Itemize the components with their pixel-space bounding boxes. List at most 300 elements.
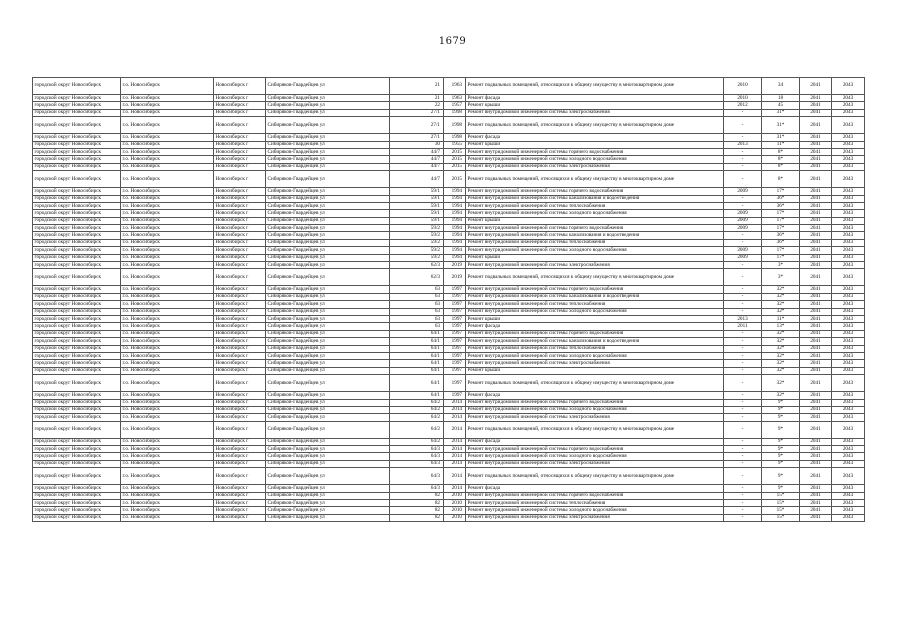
municipality-cell: городской округ Новосибирск	[33, 315, 121, 322]
wear-cell: 9*	[762, 446, 800, 453]
plan-end-year-cell: 2043	[832, 148, 865, 155]
street-cell: Сибиряков-Гвардейцев ул	[266, 232, 390, 239]
work-type-cell: Ремонт крыши	[466, 315, 724, 322]
house-number-cell: 27/1	[390, 134, 444, 141]
municipality-cell: городской округ Новосибирск	[33, 232, 121, 239]
wear-cell: 32*	[762, 338, 800, 345]
work-type-cell: Ремонт подвальных помещений, относящихся к общему имуществу в многоквартирном доме	[466, 375, 724, 392]
plan-end-year-cell: 2043	[832, 315, 865, 322]
house-number-cell: 82	[390, 507, 444, 514]
settlement-cell: г.о. Новосибирск	[121, 156, 214, 163]
build-year-cell: 2014	[444, 399, 466, 406]
city-cell: Новосибирск г	[214, 485, 266, 492]
settlement-cell: г.о. Новосибирск	[121, 254, 214, 261]
house-number-cell: 64/1	[390, 330, 444, 337]
street-cell: Сибиряков-Гвардейцев ул	[266, 352, 390, 359]
last-repair-year-cell: -	[724, 262, 762, 269]
street-cell: Сибиряков-Гвардейцев ул	[266, 102, 390, 109]
municipality-cell: городской округ Новосибирск	[33, 375, 121, 392]
table-body	[33, 78, 865, 522]
city-cell: Новосибирск г	[214, 188, 266, 195]
plan-end-year-cell: 2043	[832, 492, 865, 499]
house-number-cell: 63	[390, 323, 444, 330]
house-number-cell: 63	[390, 293, 444, 300]
build-year-cell: 1997	[444, 375, 466, 392]
table-row	[33, 254, 865, 261]
street-cell: Сибиряков-Гвардейцев ул	[266, 293, 390, 300]
municipality-cell: городской округ Новосибирск	[33, 247, 121, 254]
wear-cell: 45	[762, 102, 800, 109]
city-cell: Новосибирск г	[214, 338, 266, 345]
settlement-cell: г.о. Новосибирск	[121, 338, 214, 345]
build-year-cell: 1997	[444, 301, 466, 308]
city-cell: Новосибирск г	[214, 293, 266, 300]
build-year-cell: 2014	[444, 414, 466, 421]
house-number-cell: 63	[390, 315, 444, 322]
plan-end-year-cell: 2043	[832, 338, 865, 345]
last-repair-year-cell: -	[724, 392, 762, 399]
settlement-cell: г.о. Новосибирск	[121, 109, 214, 116]
wear-cell: 8*	[762, 156, 800, 163]
house-number-cell: 63	[390, 286, 444, 293]
wear-cell: 17*	[762, 217, 800, 224]
build-year-cell: 1998	[444, 117, 466, 134]
plan-end-year-cell: 2043	[832, 247, 865, 254]
build-year-cell: 2015	[444, 163, 466, 170]
city-cell: Новосибирск г	[214, 262, 266, 269]
wear-cell: 9*	[762, 414, 800, 421]
work-type-cell: Ремонт фасада	[466, 134, 724, 141]
plan-start-year-cell: 2041	[800, 262, 832, 269]
last-repair-year-cell: -	[724, 399, 762, 406]
work-type-cell: Ремонт крыши	[466, 367, 724, 374]
city-cell: Новосибирск г	[214, 217, 266, 224]
last-repair-year-cell: -	[724, 134, 762, 141]
street-cell: Сибиряков-Гвардейцев ул	[266, 134, 390, 141]
last-repair-year-cell: -	[724, 156, 762, 163]
plan-start-year-cell: 2041	[800, 392, 832, 399]
plan-end-year-cell: 2043	[832, 134, 865, 141]
house-number-cell: 62/3	[390, 262, 444, 269]
city-cell: Новосибирск г	[214, 286, 266, 293]
plan-start-year-cell: 2041	[800, 109, 832, 116]
wear-cell: 32*	[762, 330, 800, 337]
plan-end-year-cell: 2043	[832, 188, 865, 195]
plan-start-year-cell: 2041	[800, 247, 832, 254]
table-row	[33, 360, 865, 367]
build-year-cell: 2014	[444, 421, 466, 438]
table-row	[33, 514, 865, 521]
last-repair-year-cell: -	[724, 414, 762, 421]
last-repair-year-cell: -	[724, 453, 762, 460]
build-year-cell: 1997	[444, 352, 466, 359]
settlement-cell: г.о. Новосибирск	[121, 352, 214, 359]
city-cell: Новосибирск г	[214, 269, 266, 286]
build-year-cell: 2014	[444, 438, 466, 445]
plan-end-year-cell: 2043	[832, 468, 865, 485]
plan-start-year-cell: 2041	[800, 225, 832, 232]
city-cell: Новосибирск г	[214, 360, 266, 367]
last-repair-year-cell: -	[724, 338, 762, 345]
house-number-cell: 64/2	[390, 438, 444, 445]
house-number-cell: 82	[390, 500, 444, 507]
city-cell: Новосибирск г	[214, 163, 266, 170]
table-row	[33, 95, 865, 102]
plan-end-year-cell: 2043	[832, 78, 865, 95]
house-number-cell: 44/7	[390, 163, 444, 170]
settlement-cell: г.о. Новосибирск	[121, 95, 214, 102]
house-number-cell: 59/1	[390, 202, 444, 209]
work-type-cell: Ремонт подвальных помещений, относящихся к общему имуществу в многоквартирном доме	[466, 171, 724, 188]
table-row	[33, 232, 865, 239]
street-cell: Сибиряков-Гвардейцев ул	[266, 323, 390, 330]
city-cell: Новосибирск г	[214, 202, 266, 209]
street-cell: Сибиряков-Гвардейцев ул	[266, 330, 390, 337]
plan-end-year-cell: 2043	[832, 156, 865, 163]
wear-cell: 15*	[762, 492, 800, 499]
city-cell: Новосибирск г	[214, 195, 266, 202]
house-number-cell: 30	[390, 141, 444, 148]
work-type-cell: Ремонт внутридомовой инженерной системы холодного водоснабжения	[466, 453, 724, 460]
municipality-cell: городской округ Новосибирск	[33, 345, 121, 352]
work-type-cell: Ремонт внутридомовой инженерной системы электроснабжения	[466, 360, 724, 367]
build-year-cell: 1997	[444, 308, 466, 315]
plan-end-year-cell: 2043	[832, 217, 865, 224]
wear-cell: 32*	[762, 360, 800, 367]
municipality-cell: городской округ Новосибирск	[33, 117, 121, 134]
wear-cell: 8*	[762, 171, 800, 188]
wear-cell: 32*	[762, 367, 800, 374]
settlement-cell: г.о. Новосибирск	[121, 217, 214, 224]
plan-start-year-cell: 2041	[800, 330, 832, 337]
plan-start-year-cell: 2041	[800, 345, 832, 352]
street-cell: Сибиряков-Гвардейцев ул	[266, 375, 390, 392]
street-cell: Сибиряков-Гвардейцев ул	[266, 254, 390, 261]
wear-cell: 17*	[762, 188, 800, 195]
street-cell: Сибиряков-Гвардейцев ул	[266, 367, 390, 374]
settlement-cell: г.о. Новосибирск	[121, 399, 214, 406]
plan-end-year-cell: 2043	[832, 301, 865, 308]
municipality-cell: городской округ Новосибирск	[33, 102, 121, 109]
city-cell: Новосибирск г	[214, 406, 266, 413]
settlement-cell: г.о. Новосибирск	[121, 446, 214, 453]
work-type-cell: Ремонт внутридомовой инженерной системы горячего водоснабжения	[466, 225, 724, 232]
wear-cell: 8*	[762, 148, 800, 155]
wear-cell: 9*	[762, 399, 800, 406]
city-cell: Новосибирск г	[214, 367, 266, 374]
settlement-cell: г.о. Новосибирск	[121, 514, 214, 521]
municipality-cell: городской округ Новосибирск	[33, 406, 121, 413]
work-type-cell: Ремонт внутридомовой инженерной системы горячего водоснабжения	[466, 148, 724, 155]
house-number-cell: 27/1	[390, 117, 444, 134]
municipality-cell: городской округ Новосибирск	[33, 453, 121, 460]
street-cell: Сибиряков-Гвардейцев ул	[266, 262, 390, 269]
house-number-cell: 64/2	[390, 399, 444, 406]
house-number-cell: 59/1	[390, 195, 444, 202]
plan-start-year-cell: 2041	[800, 171, 832, 188]
work-type-cell: Ремонт внутридомовой инженерной системы электроснабжения	[466, 460, 724, 467]
street-cell: Сибиряков-Гвардейцев ул	[266, 247, 390, 254]
wear-cell: 32*	[762, 352, 800, 359]
table-row	[33, 117, 865, 134]
wear-cell: 31*	[762, 117, 800, 134]
wear-cell: 32*	[762, 375, 800, 392]
plan-end-year-cell: 2043	[832, 414, 865, 421]
work-type-cell: Ремонт фасада	[466, 95, 724, 102]
plan-start-year-cell: 2041	[800, 507, 832, 514]
build-year-cell: 2015	[444, 148, 466, 155]
city-cell: Новосибирск г	[214, 225, 266, 232]
build-year-cell: 1997	[444, 286, 466, 293]
municipality-cell: городской округ Новосибирск	[33, 308, 121, 315]
house-number-cell: 59/1	[390, 210, 444, 217]
table-row	[33, 414, 865, 421]
plan-end-year-cell: 2043	[832, 232, 865, 239]
wear-cell: 32*	[762, 392, 800, 399]
settlement-cell: г.о. Новосибирск	[121, 148, 214, 155]
last-repair-year-cell: -	[724, 375, 762, 392]
table-row	[33, 134, 865, 141]
table-row	[33, 315, 865, 322]
page-number: 1679	[438, 36, 467, 47]
house-number-cell: 82	[390, 492, 444, 499]
municipality-cell: городской округ Новосибирск	[33, 446, 121, 453]
last-repair-year-cell: -	[724, 345, 762, 352]
house-number-cell: 21	[390, 78, 444, 95]
street-cell: Сибиряков-Гвардейцев ул	[266, 95, 390, 102]
city-cell: Новосибирск г	[214, 210, 266, 217]
settlement-cell: г.о. Новосибирск	[121, 323, 214, 330]
plan-end-year-cell: 2043	[832, 453, 865, 460]
municipality-cell: городской округ Новосибирск	[33, 492, 121, 499]
last-repair-year-cell: -	[724, 301, 762, 308]
table-row	[33, 239, 865, 246]
settlement-cell: г.о. Новосибирск	[121, 406, 214, 413]
municipality-cell: городской округ Новосибирск	[33, 188, 121, 195]
last-repair-year-cell: 2013	[724, 315, 762, 322]
street-cell: Сибиряков-Гвардейцев ул	[266, 345, 390, 352]
house-number-cell: 21	[390, 95, 444, 102]
plan-start-year-cell: 2041	[800, 210, 832, 217]
work-type-cell: Ремонт внутридомовой инженерной системы теплоснабжения	[466, 202, 724, 209]
build-year-cell: 1997	[444, 315, 466, 322]
house-number-cell: 64/2	[390, 421, 444, 438]
last-repair-year-cell: -	[724, 421, 762, 438]
wear-cell: 15*	[762, 514, 800, 521]
wear-cell: 11*	[762, 141, 800, 148]
wear-cell: 36*	[762, 195, 800, 202]
plan-end-year-cell: 2043	[832, 141, 865, 148]
table-row	[33, 286, 865, 293]
street-cell: Сибиряков-Гвардейцев ул	[266, 507, 390, 514]
work-type-cell: Ремонт внутридомовой инженерной системы холодного водоснабжения	[466, 156, 724, 163]
last-repair-year-cell: -	[724, 293, 762, 300]
work-type-cell: Ремонт внутридомовой инженерной системы горячего водоснабжения	[466, 188, 724, 195]
last-repair-year-cell: 2009	[724, 247, 762, 254]
plan-start-year-cell: 2041	[800, 438, 832, 445]
table-row	[33, 210, 865, 217]
municipality-cell: городской округ Новосибирск	[33, 239, 121, 246]
table-row	[33, 262, 865, 269]
build-year-cell: 2014	[444, 460, 466, 467]
plan-start-year-cell: 2041	[800, 414, 832, 421]
build-year-cell: 2015	[444, 156, 466, 163]
settlement-cell: г.о. Новосибирск	[121, 202, 214, 209]
settlement-cell: г.о. Новосибирск	[121, 225, 214, 232]
wear-cell: 17*	[762, 247, 800, 254]
plan-start-year-cell: 2041	[800, 352, 832, 359]
municipality-cell: городской округ Новосибирск	[33, 338, 121, 345]
plan-end-year-cell: 2043	[832, 308, 865, 315]
work-type-cell: Ремонт фасада	[466, 485, 724, 492]
work-type-cell: Ремонт крыши	[466, 102, 724, 109]
city-cell: Новосибирск г	[214, 500, 266, 507]
settlement-cell: г.о. Новосибирск	[121, 286, 214, 293]
build-year-cell: 1994	[444, 225, 466, 232]
table-row	[33, 195, 865, 202]
work-type-cell: Ремонт подвальных помещений, относящихся к общему имуществу в многоквартирном доме	[466, 117, 724, 134]
wear-cell: 36*	[762, 239, 800, 246]
table-row	[33, 367, 865, 374]
municipality-cell: городской округ Новосибирск	[33, 399, 121, 406]
settlement-cell: г.о. Новосибирск	[121, 468, 214, 485]
build-year-cell: 1994	[444, 254, 466, 261]
city-cell: Новосибирск г	[214, 109, 266, 116]
build-year-cell: 1997	[444, 392, 466, 399]
city-cell: Новосибирск г	[214, 330, 266, 337]
municipality-cell: городской округ Новосибирск	[33, 414, 121, 421]
street-cell: Сибиряков-Гвардейцев ул	[266, 141, 390, 148]
municipality-cell: городской округ Новосибирск	[33, 78, 121, 95]
settlement-cell: г.о. Новосибирск	[121, 500, 214, 507]
wear-cell: 18	[762, 95, 800, 102]
settlement-cell: г.о. Новосибирск	[121, 239, 214, 246]
plan-start-year-cell: 2041	[800, 301, 832, 308]
plan-start-year-cell: 2041	[800, 102, 832, 109]
wear-cell: 32*	[762, 308, 800, 315]
municipality-cell: городской округ Новосибирск	[33, 217, 121, 224]
street-cell: Сибиряков-Гвардейцев ул	[266, 269, 390, 286]
municipality-cell: городской округ Новосибирск	[33, 95, 121, 102]
street-cell: Сибиряков-Гвардейцев ул	[266, 500, 390, 507]
build-year-cell: 1994	[444, 195, 466, 202]
work-type-cell: Ремонт внутридомовой инженерной системы горячего водоснабжения	[466, 399, 724, 406]
plan-start-year-cell: 2041	[800, 141, 832, 148]
city-cell: Новосибирск г	[214, 399, 266, 406]
city-cell: Новосибирск г	[214, 117, 266, 134]
table-row	[33, 392, 865, 399]
last-repair-year-cell: -	[724, 507, 762, 514]
settlement-cell: г.о. Новосибирск	[121, 345, 214, 352]
last-repair-year-cell: 2009	[724, 254, 762, 261]
table-row	[33, 330, 865, 337]
city-cell: Новосибирск г	[214, 239, 266, 246]
build-year-cell: 2014	[444, 446, 466, 453]
work-type-cell: Ремонт фасада	[466, 392, 724, 399]
table-row	[33, 301, 865, 308]
build-year-cell: 1998	[444, 109, 466, 116]
house-number-cell: 64/3	[390, 453, 444, 460]
build-year-cell: 1998	[444, 134, 466, 141]
city-cell: Новосибирск г	[214, 507, 266, 514]
settlement-cell: г.о. Новосибирск	[121, 117, 214, 134]
city-cell: Новосибирск г	[214, 232, 266, 239]
wear-cell: 32*	[762, 293, 800, 300]
work-type-cell: Ремонт фасада	[466, 438, 724, 445]
wear-cell: 17*	[762, 254, 800, 261]
plan-start-year-cell: 2041	[800, 269, 832, 286]
municipality-cell: городской округ Новосибирск	[33, 323, 121, 330]
street-cell: Сибиряков-Гвардейцев ул	[266, 156, 390, 163]
city-cell: Новосибирск г	[214, 315, 266, 322]
build-year-cell: 1997	[444, 293, 466, 300]
street-cell: Сибиряков-Гвардейцев ул	[266, 492, 390, 499]
plan-end-year-cell: 2043	[832, 286, 865, 293]
table-row	[33, 446, 865, 453]
last-repair-year-cell: 2010	[724, 78, 762, 95]
table-row	[33, 375, 865, 392]
house-number-cell: 64/1	[390, 352, 444, 359]
last-repair-year-cell: -	[724, 148, 762, 155]
plan-end-year-cell: 2043	[832, 460, 865, 467]
table-row	[33, 78, 865, 95]
build-year-cell: 1994	[444, 210, 466, 217]
work-type-cell: Ремонт подвальных помещений, относящихся к общему имуществу в многоквартирном доме	[466, 468, 724, 485]
street-cell: Сибиряков-Гвардейцев ул	[266, 468, 390, 485]
plan-end-year-cell: 2043	[832, 210, 865, 217]
city-cell: Новосибирск г	[214, 78, 266, 95]
build-year-cell: 1963	[444, 95, 466, 102]
city-cell: Новосибирск г	[214, 95, 266, 102]
plan-start-year-cell: 2041	[800, 202, 832, 209]
work-type-cell: Ремонт внутридомовой инженерной системы теплоснабжения	[466, 301, 724, 308]
last-repair-year-cell: 2009	[724, 210, 762, 217]
wear-cell: 9*	[762, 460, 800, 467]
plan-end-year-cell: 2043	[832, 269, 865, 286]
last-repair-year-cell: -	[724, 171, 762, 188]
settlement-cell: г.о. Новосибирск	[121, 460, 214, 467]
plan-start-year-cell: 2041	[800, 514, 832, 521]
municipality-cell: городской округ Новосибирск	[33, 210, 121, 217]
plan-start-year-cell: 2041	[800, 323, 832, 330]
wear-cell: 31*	[762, 109, 800, 116]
plan-start-year-cell: 2041	[800, 460, 832, 467]
plan-end-year-cell: 2043	[832, 202, 865, 209]
build-year-cell: 1994	[444, 188, 466, 195]
table-row	[33, 421, 865, 438]
municipality-cell: городской округ Новосибирск	[33, 438, 121, 445]
settlement-cell: г.о. Новосибирск	[121, 301, 214, 308]
settlement-cell: г.о. Новосибирск	[121, 453, 214, 460]
table-row	[33, 156, 865, 163]
settlement-cell: г.о. Новосибирск	[121, 315, 214, 322]
wear-cell: 8*	[762, 163, 800, 170]
plan-end-year-cell: 2043	[832, 500, 865, 507]
work-type-cell: Ремонт внутридомовой инженерной системы горячего водоснабжения	[466, 330, 724, 337]
table-row	[33, 399, 865, 406]
table-row	[33, 500, 865, 507]
municipality-cell: городской округ Новосибирск	[33, 156, 121, 163]
house-number-cell: 59/2	[390, 232, 444, 239]
settlement-cell: г.о. Новосибирск	[121, 163, 214, 170]
street-cell: Сибиряков-Гвардейцев ул	[266, 225, 390, 232]
municipality-cell: городской округ Новосибирск	[33, 421, 121, 438]
plan-start-year-cell: 2041	[800, 232, 832, 239]
plan-end-year-cell: 2043	[832, 102, 865, 109]
work-type-cell: Ремонт внутридомовой инженерной системы холодного водоснабжения	[466, 406, 724, 413]
table-row	[33, 323, 865, 330]
municipality-cell: городской округ Новосибирск	[33, 352, 121, 359]
